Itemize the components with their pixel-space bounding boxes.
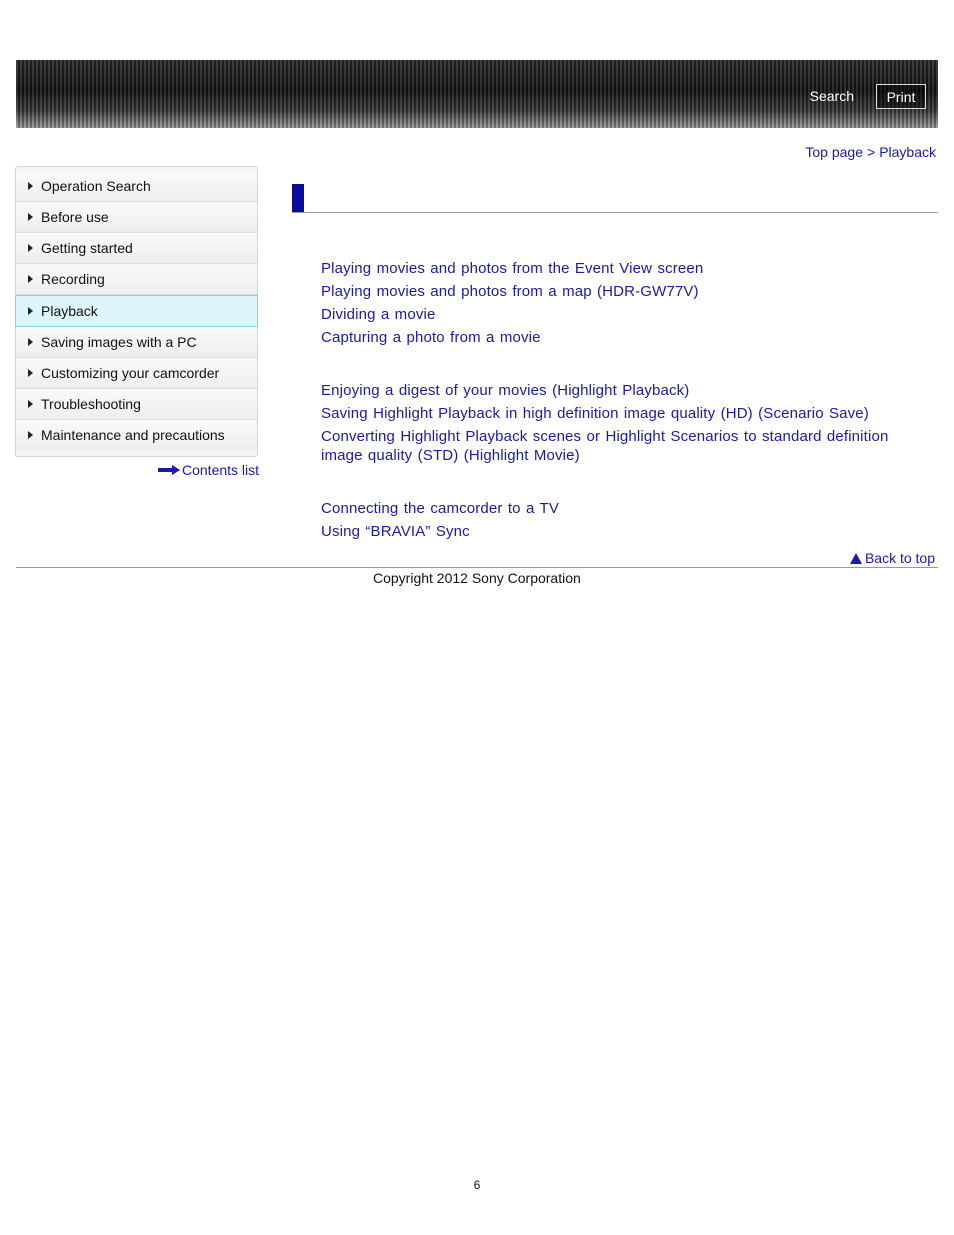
sidebar-item-label: Saving images with a PC <box>41 334 197 350</box>
sidebar-item-label: Troubleshooting <box>41 396 141 412</box>
triangle-right-icon <box>28 307 33 315</box>
section-title-marker <box>292 184 304 212</box>
link-capturing-photo[interactable]: Capturing a photo from a movie <box>321 329 541 346</box>
sidebar-item-label: Maintenance and precautions <box>41 427 225 443</box>
breadcrumb-separator: > <box>867 144 876 160</box>
breadcrumb-playback-link[interactable]: Playback <box>879 144 936 160</box>
triangle-right-icon <box>28 244 33 252</box>
link-highlight-playback[interactable]: Enjoying a digest of your movies (Highlight Playback) <box>321 382 690 399</box>
sidebar-item-label: Customizing your camcorder <box>41 365 220 381</box>
print-button[interactable]: Print <box>876 84 926 109</box>
triangle-right-icon <box>28 182 33 190</box>
triangle-right-icon <box>28 369 33 377</box>
breadcrumb-top-page-link[interactable]: Top page <box>805 144 863 160</box>
sidebar-item-label: Getting started <box>41 240 133 256</box>
triangle-right-icon <box>28 400 33 408</box>
triangle-up-icon <box>850 553 862 564</box>
sidebar-item-getting-started[interactable] <box>16 233 257 264</box>
triangle-right-icon <box>28 338 33 346</box>
footer-rule <box>16 567 938 568</box>
link-group-playback <box>321 259 933 351</box>
sidebar-item-label: Operation Search <box>41 178 151 194</box>
sidebar-item-saving-images[interactable] <box>16 327 257 358</box>
sidebar-item-label: Playback <box>41 303 98 319</box>
contents-list-link[interactable] <box>158 462 259 478</box>
sidebar-item-label: Recording <box>41 271 105 287</box>
sidebar-item-customizing[interactable] <box>16 358 257 389</box>
sidebar-item-label: Before use <box>41 209 109 225</box>
header-bar <box>16 60 938 128</box>
arrow-right-icon <box>158 462 180 478</box>
page-number: 6 <box>473 1178 481 1192</box>
link-event-view-playback[interactable]: Playing movies and photos from the Event View screen <box>321 260 704 277</box>
link-group-highlight <box>321 381 933 469</box>
triangle-right-icon <box>28 431 33 439</box>
search-button[interactable]: Search <box>809 88 854 104</box>
triangle-right-icon <box>28 275 33 283</box>
sidebar-item-maintenance[interactable] <box>16 420 257 450</box>
link-scenario-save[interactable]: Saving Highlight Playback in high definition image quality (HD) (Scenario Save) <box>321 405 869 422</box>
contents-list-label: Contents list <box>182 462 260 478</box>
back-to-top-label: Back to top <box>864 550 935 566</box>
back-to-top-link[interactable] <box>850 550 935 566</box>
section-title-rule <box>292 212 938 213</box>
link-group-tv <box>321 499 933 545</box>
sidebar-nav <box>15 166 258 457</box>
link-connecting-tv[interactable]: Connecting the camcorder to a TV <box>321 500 559 517</box>
triangle-right-icon <box>28 213 33 221</box>
link-highlight-movie[interactable]: Converting Highlight Playback scenes or Highlight Scenarios to standard definition image quality (STD) (Highlight Movie) <box>321 428 889 464</box>
link-dividing-movie[interactable]: Dividing a movie <box>321 306 436 323</box>
copyright-text: Copyright 2012 Sony Corporation <box>373 570 581 586</box>
sidebar-item-playback[interactable] <box>15 295 258 327</box>
link-bravia-sync[interactable]: Using “BRAVIA” Sync <box>321 523 470 540</box>
sidebar-item-operation-search[interactable] <box>16 171 257 202</box>
sidebar-item-before-use[interactable] <box>16 202 257 233</box>
sidebar-item-recording[interactable] <box>16 264 257 295</box>
link-map-playback[interactable]: Playing movies and photos from a map (HDR-GW77V) <box>321 283 699 300</box>
breadcrumb <box>805 144 936 160</box>
sidebar-item-troubleshooting[interactable] <box>16 389 257 420</box>
